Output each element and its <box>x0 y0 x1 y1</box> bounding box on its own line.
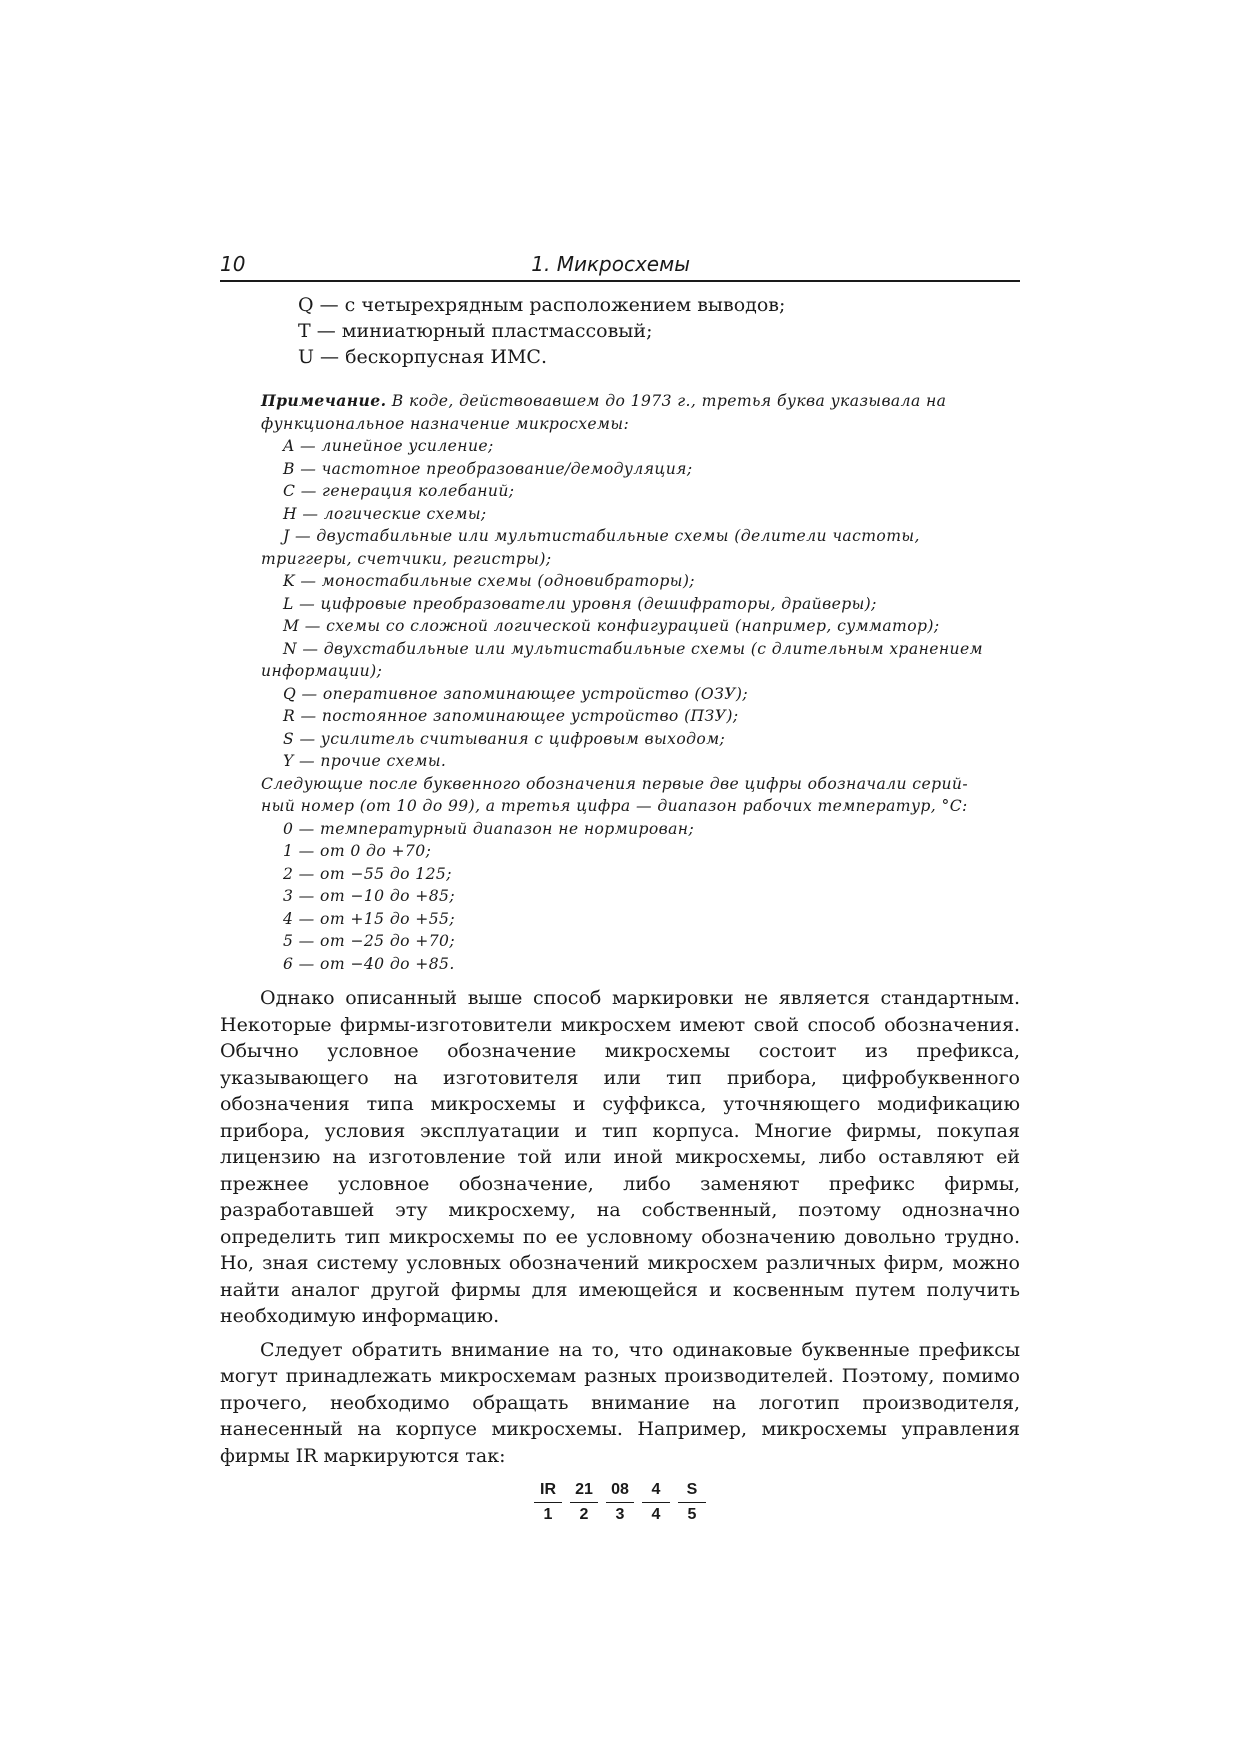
marking-segment <box>570 1481 598 1524</box>
marking-code: 21 <box>570 1481 598 1503</box>
note-lead: Примечание. <box>261 391 387 410</box>
note-digit-item: 2 — от −55 до 125; <box>283 864 452 883</box>
note-letter-item: N — двухстабильные или мультистабильные схемы (с длительным хранением <box>283 639 983 658</box>
marking-code: IR <box>534 1481 562 1503</box>
note-letter-item: J — двустабильные или мультистабильные схемы (делители частоты, <box>283 527 920 545</box>
note-letter-item: C — генерация колебаний; <box>283 482 515 500</box>
note-letter-item: Y — прочие схемы. <box>283 752 447 770</box>
note-letter-item: B — частотное преобразование/демодуляция; <box>283 459 693 478</box>
note-digit-item: 6 — от −40 до +85. <box>283 954 455 973</box>
marking-code: 08 <box>606 1481 634 1503</box>
note-block <box>261 390 1020 975</box>
marking-index: 5 <box>687 1506 697 1523</box>
note-letter-item: M — схемы со сложной логической конфигурацией (например, сумматор); <box>283 617 940 635</box>
marking-index: 3 <box>615 1506 625 1523</box>
note-letter-item: L — цифровые преобразователи уровня (дешифраторы, драйверы); <box>283 594 877 613</box>
page-number: 10 <box>220 252 246 276</box>
code-item: Q — с четырехрядным расположением выводов; <box>298 294 786 316</box>
marking-index: 1 <box>543 1506 553 1523</box>
marking-index: 4 <box>651 1506 661 1523</box>
marking-index: 2 <box>579 1506 589 1523</box>
note-letter-item: Q — оперативное запоминающее устройство (ОЗУ); <box>283 684 749 703</box>
note-letter-item-continuation: информации); <box>261 662 383 680</box>
package-code-list <box>298 292 1020 370</box>
book-page <box>220 252 1020 1524</box>
marking-segment <box>606 1481 634 1524</box>
note-digit-item: 5 — от −25 до +70; <box>283 932 456 950</box>
ir-marking-diagram <box>220 1481 1020 1524</box>
note-letter-item-continuation: триггеры, счетчики, регистры); <box>261 549 552 568</box>
marking-segment <box>678 1481 706 1524</box>
note-letter-item: H — логические схемы; <box>283 504 487 523</box>
note-letter-item: A — линейное усиление; <box>283 437 494 455</box>
note-intro-text: В коде, действовавшем до 1973 г., третья буква указывала на функциональное назначение микросхемы: <box>261 392 947 433</box>
note-letter-item: K — моностабильные схемы (одновибраторы); <box>283 572 695 590</box>
marking-code: S <box>678 1481 706 1503</box>
note-letter-item: R — постоянное запоминающее устройство (ПЗУ); <box>283 707 739 725</box>
body-text <box>220 985 1020 1469</box>
note-digit-item: 3 — от −10 до +85; <box>283 887 456 905</box>
note-intro <box>261 390 1020 435</box>
note-digit-item: 0 — температурный диапазон не нормирован; <box>283 819 695 838</box>
note-digits-intro: ный номер (от 10 до 99), а третья цифра — диапазон рабочих температур, °С: <box>261 797 968 815</box>
body-paragraph: Однако описанный выше способ маркировки не является стандартным. Некоторые фирмы-изготовители микросхем имеют свой способ обозначения. Обычно условное обозначение микросхемы состоит из префикса, указывающего на изготовителя или тип прибора, цифробуквенного обозначения типа микросхемы и суффикса, уточняющего модификацию прибора, условия эксплуатации и тип корпуса. Многие фирмы, покупая лицензию на изготовление той или иной микросхемы, либо оставляют ей прежнее условное обозначение, либо заменяют префикс фирмы, разработавшей эту микросхему, на собственный, поэтому однозначно определить тип микросхемы по ее условному обозначению довольно трудно. Но, зная систему условных обозначений микросхем различных фирм, можно найти аналог другой фирмы для имеющейся и косвенным путем получить необходимую информацию. <box>220 987 1020 1327</box>
marking-code: 4 <box>642 1481 670 1503</box>
note-digits-intro: Следующие после буквенного обозначения первые две цифры обозначали серий- <box>261 774 969 793</box>
body-paragraph: Следует обратить внимание на то, что одинаковые буквенные префиксы могут принадлежать микросхемам разных производителей. Поэтому, помимо прочего, необходимо обращать внимание на логотип производителя, нанесенный на корпусе микросхемы. Например, микросхемы управления фирмы IR маркируются так: <box>220 1338 1020 1467</box>
marking-segment <box>534 1481 562 1524</box>
code-item: U — бескорпусная ИМС. <box>298 346 547 368</box>
note-digit-item: 1 — от 0 до +70; <box>283 842 432 860</box>
chapter-title: 1. Микросхемы <box>531 252 690 276</box>
code-item: T — миниатюрный пластмассовый; <box>298 320 653 342</box>
note-letter-item: S — усилитель считывания с цифровым выходом; <box>283 729 726 748</box>
running-header <box>220 252 1020 282</box>
marking-segment <box>642 1481 670 1524</box>
note-digit-item: 4 — от +15 до +55; <box>283 909 456 928</box>
